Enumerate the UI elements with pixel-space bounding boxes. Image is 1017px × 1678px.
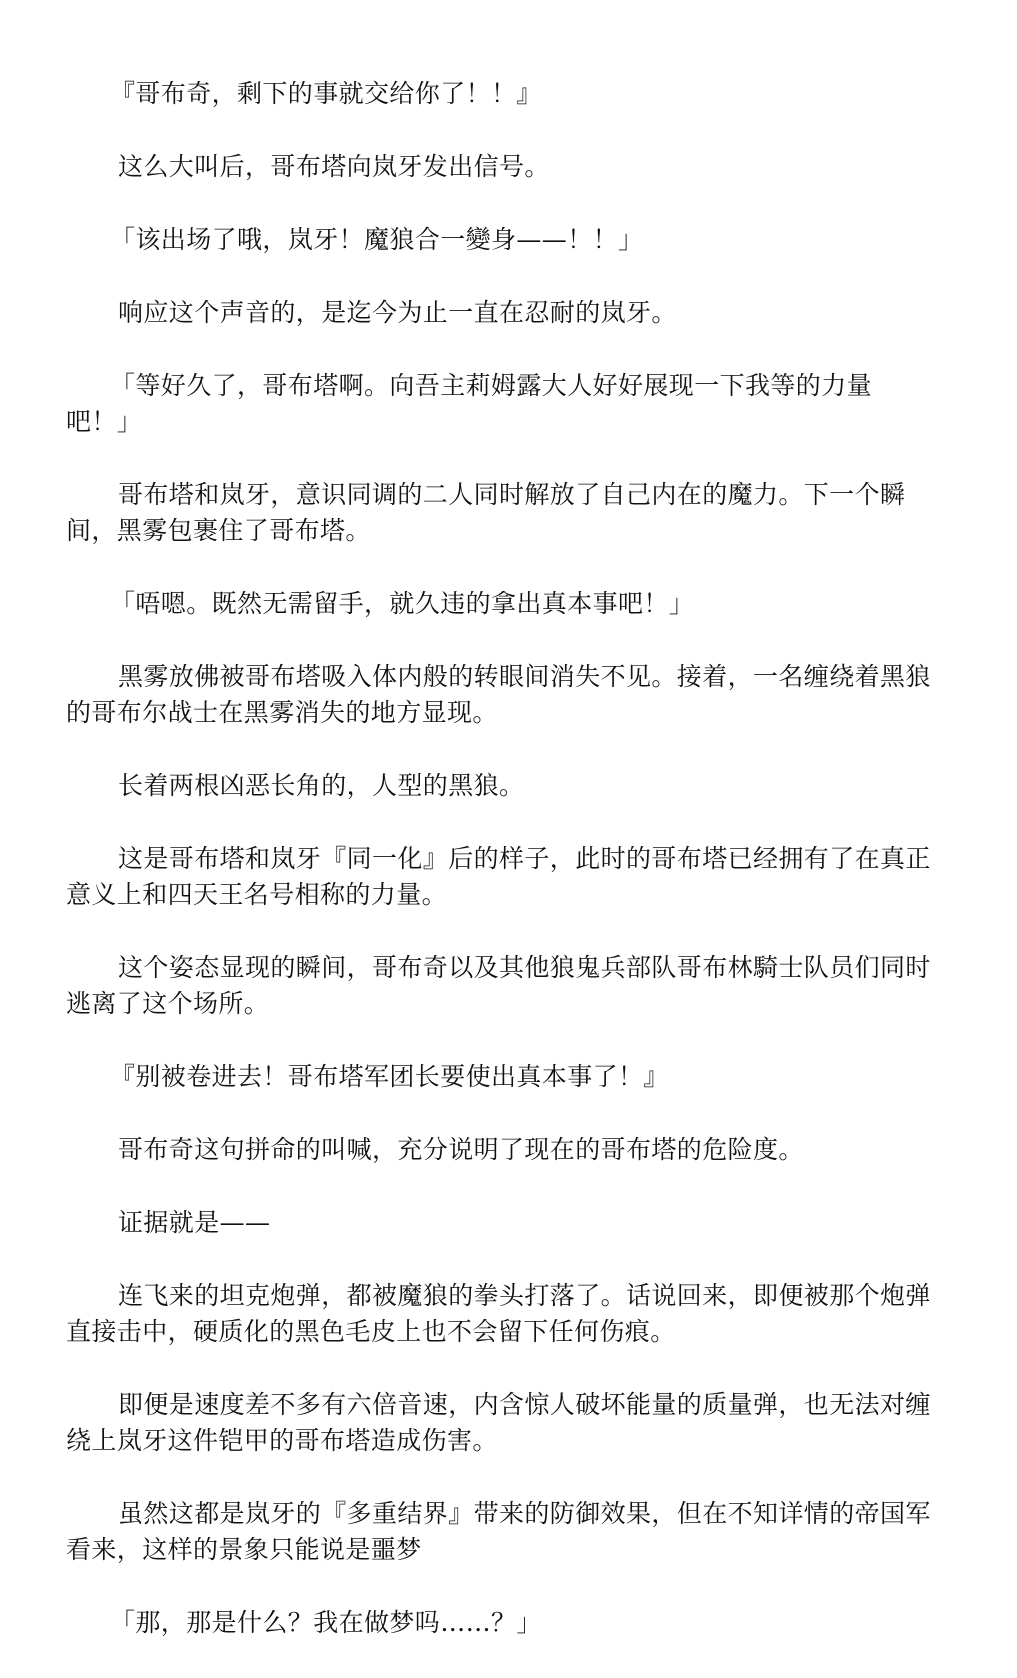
paragraph-narration: 哥布奇这句拼命的叫喊，充分说明了现在的哥布塔的危险度。 bbox=[118, 1135, 804, 1164]
paragraph-narration: 黑雾放佛被哥布塔吸入体内般的转眼间消失不见。接着，一名缠绕着黑狼的哥布尔战士在黑雾消失的地方显现。 bbox=[66, 662, 931, 727]
paragraph-narration: 即便是速度差不多有六倍音速，内含惊人破坏能量的质量弹，也无法对缠绕上岚牙这件铠甲的哥布塔造成伤害。 bbox=[66, 1390, 931, 1455]
paragraph-dialog: 『别被卷进去！哥布塔军团长要使出真本事了！』 bbox=[110, 1062, 669, 1091]
paragraph-narration: 响应这个声音的，是迄今为止一直在忍耐的岚牙。 bbox=[118, 298, 677, 327]
paragraph-narration: 长着两根凶恶长角的，人型的黑狼。 bbox=[118, 771, 525, 800]
paragraph-dialog: 「那，那是什么？我在做梦吗……？」 bbox=[110, 1608, 542, 1637]
paragraph-narration: 证据就是—— bbox=[118, 1208, 271, 1237]
paragraph-narration: 虽然这都是岚牙的『多重结界』带来的防御效果，但在不知详情的帝国军看来，这样的景象只能说是噩梦 bbox=[66, 1499, 931, 1564]
paragraph-narration: 这么大叫后，哥布塔向岚牙发出信号。 bbox=[118, 152, 550, 181]
paragraph-dialog: 『哥布奇，剩下的事就交给你了！！』 bbox=[110, 79, 542, 108]
document-page bbox=[66, 76, 932, 1678]
paragraph-narration: 这是哥布塔和岚牙『同一化』后的样子，此时的哥布塔已经拥有了在真正意义上和四天王名号相称的力量。 bbox=[66, 844, 931, 909]
paragraph-dialog: 「唔嗯。既然无需留手，就久违的拿出真本事吧！」 bbox=[110, 589, 695, 618]
paragraph-dialog: 「该出场了哦，岚牙！魔狼合一變身——！！」 bbox=[110, 225, 644, 254]
paragraph-narration: 这个姿态显现的瞬间，哥布奇以及其他狼鬼兵部队哥布林騎士队员们同时逃离了这个场所。 bbox=[66, 953, 931, 1018]
paragraph-dialog: 「等好久了，哥布塔啊。向吾主莉姆露大人好好展现一下我等的力量吧！」 bbox=[66, 371, 873, 436]
paragraph-narration: 连飞来的坦克炮弹，都被魔狼的拳头打落了。话说回来，即便被那个炮弹直接击中，硬质化的黑色毛皮上也不会留下任何伤痕。 bbox=[66, 1281, 931, 1346]
paragraph-narration: 哥布塔和岚牙，意识同调的二人同时解放了自己内在的魔力。下一个瞬间，黑雾包裹住了哥布塔。 bbox=[66, 480, 906, 545]
